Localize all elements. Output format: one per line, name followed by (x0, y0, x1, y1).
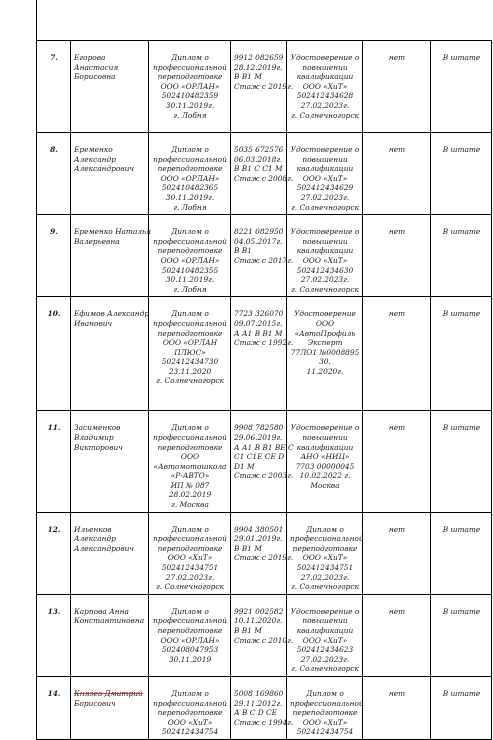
diploma-line: переподготовке (157, 626, 223, 635)
diploma-line: 502410482355 (161, 265, 219, 275)
name-line: Ефимов Александр (74, 309, 150, 319)
cert-line: г. Солнечногорск (291, 202, 359, 212)
row-number: 7. (37, 41, 71, 133)
table-row (37, 133, 492, 215)
diploma-line: ООО «ОРЛАН (162, 338, 218, 348)
diploma-line: Диплом о (171, 524, 209, 534)
diploma-line: г. Лобня (173, 284, 207, 294)
employment-cell: В штате (431, 41, 492, 133)
cert-line: Диплом о (306, 524, 344, 534)
name-line: Владимир (74, 432, 114, 442)
diploma-cell (149, 411, 231, 512)
cert-line: 27.02.2023г. (300, 572, 350, 582)
cert-line: 502412434623 (296, 645, 354, 655)
license-line: А А1 В В1 М (234, 328, 283, 338)
diploma-line: 27.02.2023г. (165, 572, 215, 582)
diploma-line: 502410482365 (161, 183, 219, 193)
certificate-cell (287, 215, 363, 297)
diploma-line: 30.11.2019 (168, 654, 212, 664)
license-line: 29.06.2019г. (234, 432, 283, 442)
license-line: 29.01.2019г. (234, 534, 283, 544)
status-cell: нет (363, 297, 431, 411)
license-line: 5035 672576 (234, 145, 284, 154)
diploma-line: 502408047953 (161, 645, 219, 655)
license-cell (231, 676, 294, 739)
diploma-line: профессиональной (153, 616, 227, 626)
diploma-line: ООО «ОРЛАН» (160, 81, 220, 91)
cert-line: повышении (302, 432, 348, 442)
license-line: А В С D СЕ (234, 708, 278, 718)
diploma-line: ООО «ХиТ» (167, 553, 213, 563)
diploma-line: г. Лобня (173, 110, 207, 120)
license-cell (231, 41, 294, 133)
diploma-line: 30.11.2019г. (165, 192, 215, 202)
employment-cell: В штате (431, 676, 492, 739)
license-line: 09.07.2015г. (234, 318, 283, 328)
diploma-line: 502412434751 (161, 563, 219, 573)
diploma-line: Диплом о (171, 423, 209, 433)
diploma-line: профессиональной (153, 432, 227, 442)
cert-line: профессиональной (290, 698, 364, 708)
diploma-line: 502410482359 (161, 91, 219, 101)
diploma-line: профессиональной (153, 62, 227, 72)
diploma-line: г. Солнечногорск (156, 582, 224, 592)
employment-cell: В штате (431, 594, 492, 676)
employment-cell: В штате (431, 133, 492, 215)
cert-line: квалификации (296, 164, 354, 174)
certificate-cell (287, 676, 363, 739)
diploma-line: 502412434730 (161, 357, 219, 367)
license-line: В В1 (234, 246, 252, 256)
diploma-line: ООО «ОРЛАН» (160, 255, 220, 265)
row-number: 11. (37, 411, 71, 512)
diploma-cell (149, 676, 231, 739)
diploma-line: профессиональной (153, 534, 227, 544)
diploma-line: ООО «ХиТ» (167, 717, 213, 727)
employee-name-cell (71, 133, 149, 215)
cert-line: г. Солнечногорск (291, 582, 359, 592)
diploma-line: профессиональной (153, 318, 227, 328)
cert-line: повышении (302, 62, 348, 72)
cert-line: ООО (315, 318, 335, 328)
license-cell (231, 215, 294, 297)
license-line: 9904 380501 (234, 524, 284, 534)
name-line: Александрович (74, 543, 135, 553)
diploma-line: ООО «ОРЛАН» (160, 173, 220, 183)
license-line: Стаж с 2003г. (234, 471, 294, 481)
cert-line: 502412434629 (296, 183, 354, 193)
license-line: 7723 326070 (234, 309, 284, 319)
status-cell: нет (363, 41, 431, 133)
diploma-line: ПЛЮС» (174, 347, 206, 357)
cert-line: повышении (302, 154, 348, 164)
cert-line: 502412434751 (296, 563, 354, 573)
diploma-cell (149, 215, 231, 297)
license-line: Стаж с 1994г. (234, 717, 294, 727)
diploma-line: 28.02.2019 (168, 490, 212, 500)
table-row (37, 411, 492, 512)
name-line: Иванович (74, 318, 113, 328)
diploma-line: Диплом о (171, 53, 209, 62)
diploma-line: профессиональной (153, 154, 227, 164)
diploma-line: переподготовке (157, 543, 223, 553)
license-line: 06.03.2018г. (234, 154, 283, 164)
diploma-line: Диплом о (171, 309, 209, 319)
license-cell (231, 133, 294, 215)
row-number: 14. (37, 676, 71, 739)
license-line: Стаж с 2010г. (234, 635, 294, 645)
cert-line: Удостоверение о (290, 227, 360, 237)
table-top-border (36, 0, 493, 40)
cert-line: 502412434630 (296, 265, 354, 275)
license-cell (231, 512, 294, 594)
diploma-line: Диплом о (171, 606, 209, 616)
cert-line: повышении (302, 236, 348, 246)
table-row (37, 41, 492, 133)
cert-line: Удостоверение о (290, 53, 360, 62)
name-line: Борисовна (74, 72, 116, 82)
license-line: 9908 782580 (234, 423, 284, 433)
cert-line: переподготовке (292, 708, 358, 718)
cert-line: 77ЛО1 №0008895 (290, 347, 360, 357)
cert-line: квалификации (296, 442, 354, 452)
row-number: 12. (37, 512, 71, 594)
status-cell: нет (363, 215, 431, 297)
certificate-cell (287, 133, 363, 215)
diploma-line: переподготовке (157, 328, 223, 338)
license-line: 5008 169860 (234, 688, 284, 698)
cert-line: профессиональной (290, 534, 364, 544)
diploma-line: ООО «ОРЛАН» (160, 635, 220, 645)
diploma-line: ООО (180, 452, 200, 462)
diploma-line: 30.11.2019г. (165, 100, 215, 110)
cert-line: 27.02.2023г. (300, 275, 350, 285)
employment-cell: В штате (431, 512, 492, 594)
name-line: Карпова Анна (74, 606, 129, 616)
cert-line: Москва (310, 480, 340, 490)
table-body (37, 41, 492, 740)
diploma-cell (149, 133, 231, 215)
cert-line: г. Солнечногорск (291, 284, 359, 294)
cert-line: ООО «ХиТ» (302, 635, 348, 645)
status-cell: нет (363, 411, 431, 512)
name-line: Еременко Наталья (74, 227, 151, 237)
license-line: В В1 М (234, 72, 262, 82)
status-cell: нет (363, 133, 431, 215)
cert-line: квалификации (296, 626, 354, 635)
cert-line: 27.02.2023г. (300, 100, 350, 110)
license-line: Стаж с 2008г. (234, 173, 294, 183)
employee-name-cell (71, 594, 149, 676)
row-number: 10. (37, 297, 71, 411)
row-number: 8. (37, 133, 71, 215)
diploma-cell (149, 297, 231, 411)
cert-line: Удостоверение о (290, 606, 360, 616)
cert-line: квалификации (296, 72, 354, 82)
name-line: Еременко (74, 145, 113, 154)
diploma-line: г. Москва (171, 500, 209, 510)
license-line: 04.05.2017г. (234, 236, 283, 246)
diploma-line: Диплом о (171, 227, 209, 237)
diploma-line: «Р-АВТО» (170, 471, 210, 481)
cert-line: Эксперт (307, 338, 343, 348)
staff-table (36, 40, 492, 740)
cert-line: ООО «ХиТ» (302, 553, 348, 563)
employee-name-cell (71, 676, 149, 739)
diploma-cell (149, 512, 231, 594)
diploma-line: г. Лобня (173, 202, 207, 212)
cert-line: ООО «ХиТ» (302, 255, 348, 265)
license-line: А А1 В В1 ВЕ С (234, 442, 294, 452)
license-line: Стаж с 2019г. (234, 553, 294, 563)
cert-line: 30. (319, 357, 331, 367)
employee-name-cell (71, 215, 149, 297)
cert-line: Удостоверение о (290, 145, 360, 154)
diploma-line: переподготовке (157, 164, 223, 174)
diploma-cell (149, 594, 231, 676)
employee-name-cell (71, 41, 149, 133)
diploma-cell (149, 41, 231, 133)
name-line: Засименков (74, 423, 121, 433)
cert-line: Удостоверение (294, 309, 356, 319)
certificate-cell (287, 411, 363, 512)
license-cell (231, 594, 294, 676)
cert-line: ООО «ХиТ» (302, 81, 348, 91)
cert-line: АНО «НИЦ» (300, 452, 350, 462)
name-line: Борисович (74, 698, 116, 708)
diploma-line: переподготовке (157, 442, 223, 452)
license-line: 29.11.2012г. (234, 698, 283, 708)
diploma-line: г. Солнечногорск (156, 376, 224, 386)
diploma-line: Диплом о (171, 688, 209, 698)
license-line: В В1 М (234, 543, 262, 553)
cert-line: 27.02.2023г. (300, 654, 350, 664)
diploma-line: переподготовке (157, 708, 223, 718)
diploma-line: переподготовке (157, 246, 223, 256)
license-line: D1 М (234, 461, 255, 471)
diploma-line: профессиональной (153, 236, 227, 246)
table-row (37, 594, 492, 676)
name-line: Александрович (74, 164, 135, 174)
employment-cell: В штате (431, 297, 492, 411)
cert-line: Удостоверение о (290, 423, 360, 433)
diploma-line: ИП № 087 (170, 480, 210, 490)
license-cell (231, 297, 294, 411)
cert-line: квалификации (296, 246, 354, 256)
diploma-line: переподготовке (157, 72, 223, 82)
certificate-cell (287, 297, 363, 411)
employment-cell: В штате (431, 411, 492, 512)
name-line: Князев Дмитрий (74, 688, 143, 698)
name-line: Анастасия (74, 62, 119, 72)
table-row (37, 297, 492, 411)
cert-line: г. Солнечногорск (291, 664, 359, 674)
license-line: В В1 М (234, 626, 262, 635)
name-line: Егорова (74, 53, 106, 62)
certificate-cell (287, 512, 363, 594)
cert-line: ООО «ХиТ» (302, 173, 348, 183)
cert-line: Диплом о (306, 688, 344, 698)
cert-line: 7703 00000045 (295, 461, 355, 471)
diploma-line: «Автомотошкола (153, 461, 227, 471)
status-cell: нет (363, 512, 431, 594)
cert-line: переподготовке (292, 543, 358, 553)
employee-name-cell (71, 512, 149, 594)
name-line: Викторович (74, 442, 123, 452)
diploma-line: профессиональной (153, 698, 227, 708)
license-line: Стаж с 2017г. (234, 255, 294, 265)
license-line: Стаж с 2019г. (234, 81, 294, 91)
employee-name-cell (71, 411, 149, 512)
cert-line: 11.2020г. (306, 366, 344, 376)
cert-line: 502412434628 (296, 91, 354, 101)
license-line: 9912 082659 (234, 53, 284, 62)
license-line: С1 С1Е СЕ D (234, 452, 285, 462)
name-line: Александр (74, 154, 116, 164)
cert-line: 502412434754 (296, 727, 354, 737)
table-row (37, 215, 492, 297)
license-line: 10.11.2020г. (234, 616, 283, 626)
employee-name-cell (71, 297, 149, 411)
license-line: 9921 002582 (234, 606, 284, 616)
table-row (37, 512, 492, 594)
cert-line: 27.02.2023г. (300, 192, 350, 202)
diploma-line: 30.11.2019г. (165, 275, 215, 285)
cert-line: «АвтоПрофиль (294, 328, 356, 338)
license-line: В В1 С С1 М (234, 164, 283, 174)
cert-line: г. Солнечногорск (291, 110, 359, 120)
license-line: 8221 082950 (234, 227, 284, 237)
status-cell: нет (363, 594, 431, 676)
license-line: Стаж с 1992г. (234, 338, 294, 348)
name-line: Александр (74, 534, 116, 544)
diploma-line: 23.11.2020 (168, 366, 212, 376)
name-line: Валерьевна (74, 236, 120, 246)
status-cell: нет (363, 676, 431, 739)
row-number: 9. (37, 215, 71, 297)
table-row (37, 676, 492, 739)
certificate-cell (287, 594, 363, 676)
certificate-cell (287, 41, 363, 133)
row-number: 13. (37, 594, 71, 676)
diploma-line: Диплом о (171, 145, 209, 154)
license-cell (231, 411, 294, 512)
name-line: Ильенков (74, 524, 112, 534)
license-line: 28.12.2019г. (234, 62, 283, 72)
cert-line: повышении (302, 616, 348, 626)
diploma-line: 502412434754 (161, 727, 219, 737)
employment-cell: В штате (431, 215, 492, 297)
name-line: Константиновна (74, 616, 145, 626)
cert-line: 10.02.2022 г. (299, 471, 351, 481)
cert-line: ООО «ХиТ» (302, 717, 348, 727)
